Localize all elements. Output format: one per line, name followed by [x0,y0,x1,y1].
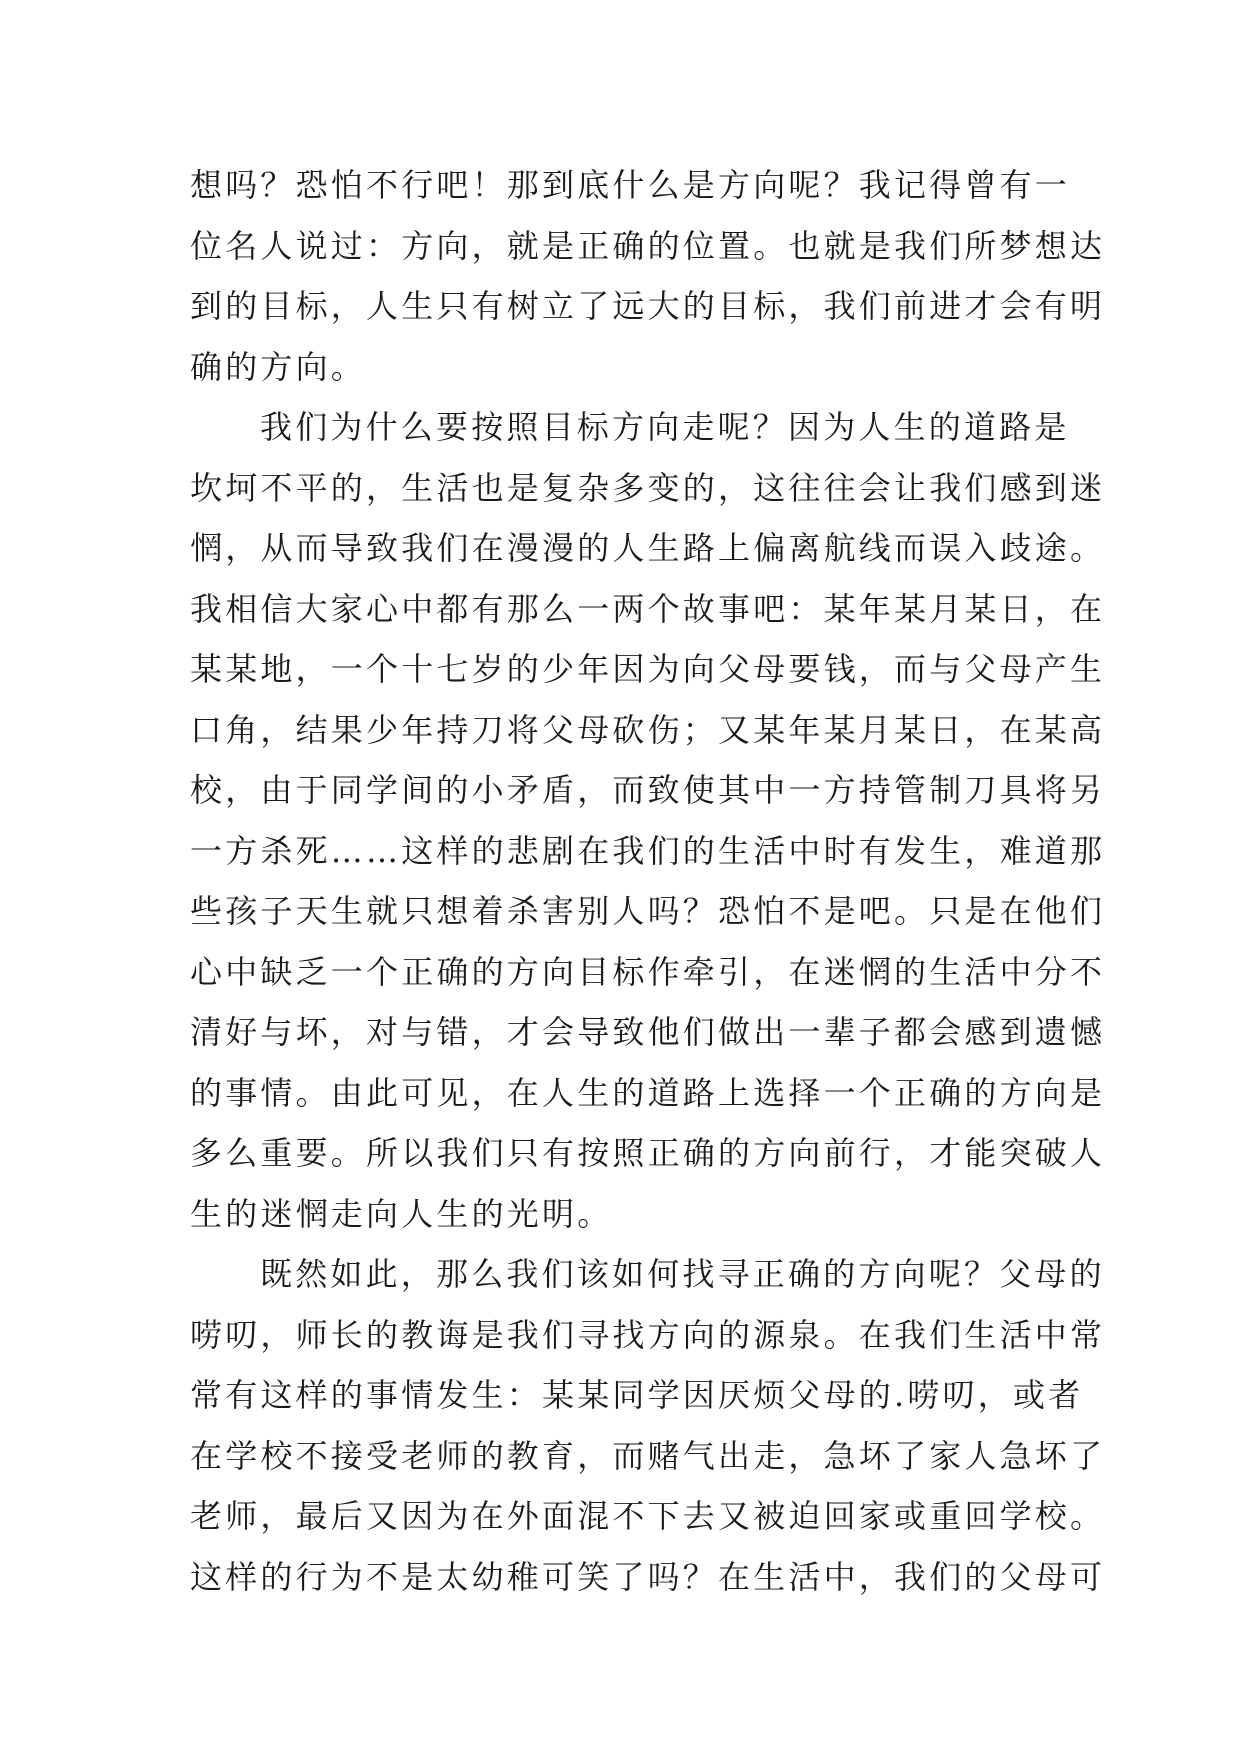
text-line: 唠叨，师长的教诲是我们寻找方向的源泉。在我们生活中常 [190,1315,1106,1354]
paragraph-first-line: 既然如此，那么我们该如何找寻正确的方向呢？父母的 [260,1255,1105,1293]
text-line: 些孩子天生就只想着杀害别人吗？恐怕不是吧。只是在他们 [190,892,1106,930]
text-line: 这样的行为不是太幼稚可笑了吗？在生活中，我们的父母可 [190,1557,1106,1596]
text-line: 清好与坏，对与错，才会导致他们做出一辈子都会感到遗憾 [190,1013,1106,1051]
text-line: 老师，最后又因为在外面混不下去又被迫回家或重回学校。 [190,1497,1106,1535]
text-line: 我相信大家心中都有那么一两个故事吧：某年某月某日，在 [190,589,1106,628]
text-line: 心中缺乏一个正确的方向目标作牵引，在迷惘的生活中分不 [190,952,1106,991]
text-line: 想吗？恐怕不行吧！那到底什么是方向呢？我记得曾有一 [190,166,1071,204]
text-line: 常有这样的事情发生：某某同学因厌烦父母的.唠叨，或者 [190,1376,1084,1414]
text-line: 生的迷惘走向人生的光明。 [190,1194,613,1233]
text-line: 位名人说过：方向，就是正确的位置。也就是我们所梦想达 [190,226,1106,265]
text-line: 某某地，一个十七岁的少年因为向父母要钱，而与父母产生 [190,650,1106,688]
text-line: 到的目标，人生只有树立了远大的目标，我们前进才会有明 [190,287,1106,325]
text-line: 的事情。由此可见，在人生的道路上选择一个正确的方向是 [190,1073,1106,1112]
paragraph-first-line: 我们为什么要按照目标方向走呢？因为人生的道路是 [260,408,1070,446]
body-text [190,155,1106,1607]
text-line: 校，由于同学间的小矛盾，而致使其中一方持管制刀具将另 [190,771,1106,809]
text-line: 口角，结果少年持刀将父母砍伤；又某年某月某日，在某高 [190,710,1106,749]
text-line: 在学校不接受老师的教育，而赌气出走，急坏了家人急坏了 [190,1436,1106,1475]
text-line: 确的方向。 [190,347,367,386]
text-line: 坎坷不平的，生活也是复杂多变的，这往往会让我们感到迷 [190,468,1106,507]
text-line: 多么重要。所以我们只有按照正确的方向前行，才能突破人 [190,1134,1106,1172]
text-line: 惘，从而导致我们在漫漫的人生路上偏离航线而误入歧途。 [190,529,1106,567]
text-line: 一方杀死……这样的悲剧在我们的生活中时有发生，难道那 [190,831,1106,870]
